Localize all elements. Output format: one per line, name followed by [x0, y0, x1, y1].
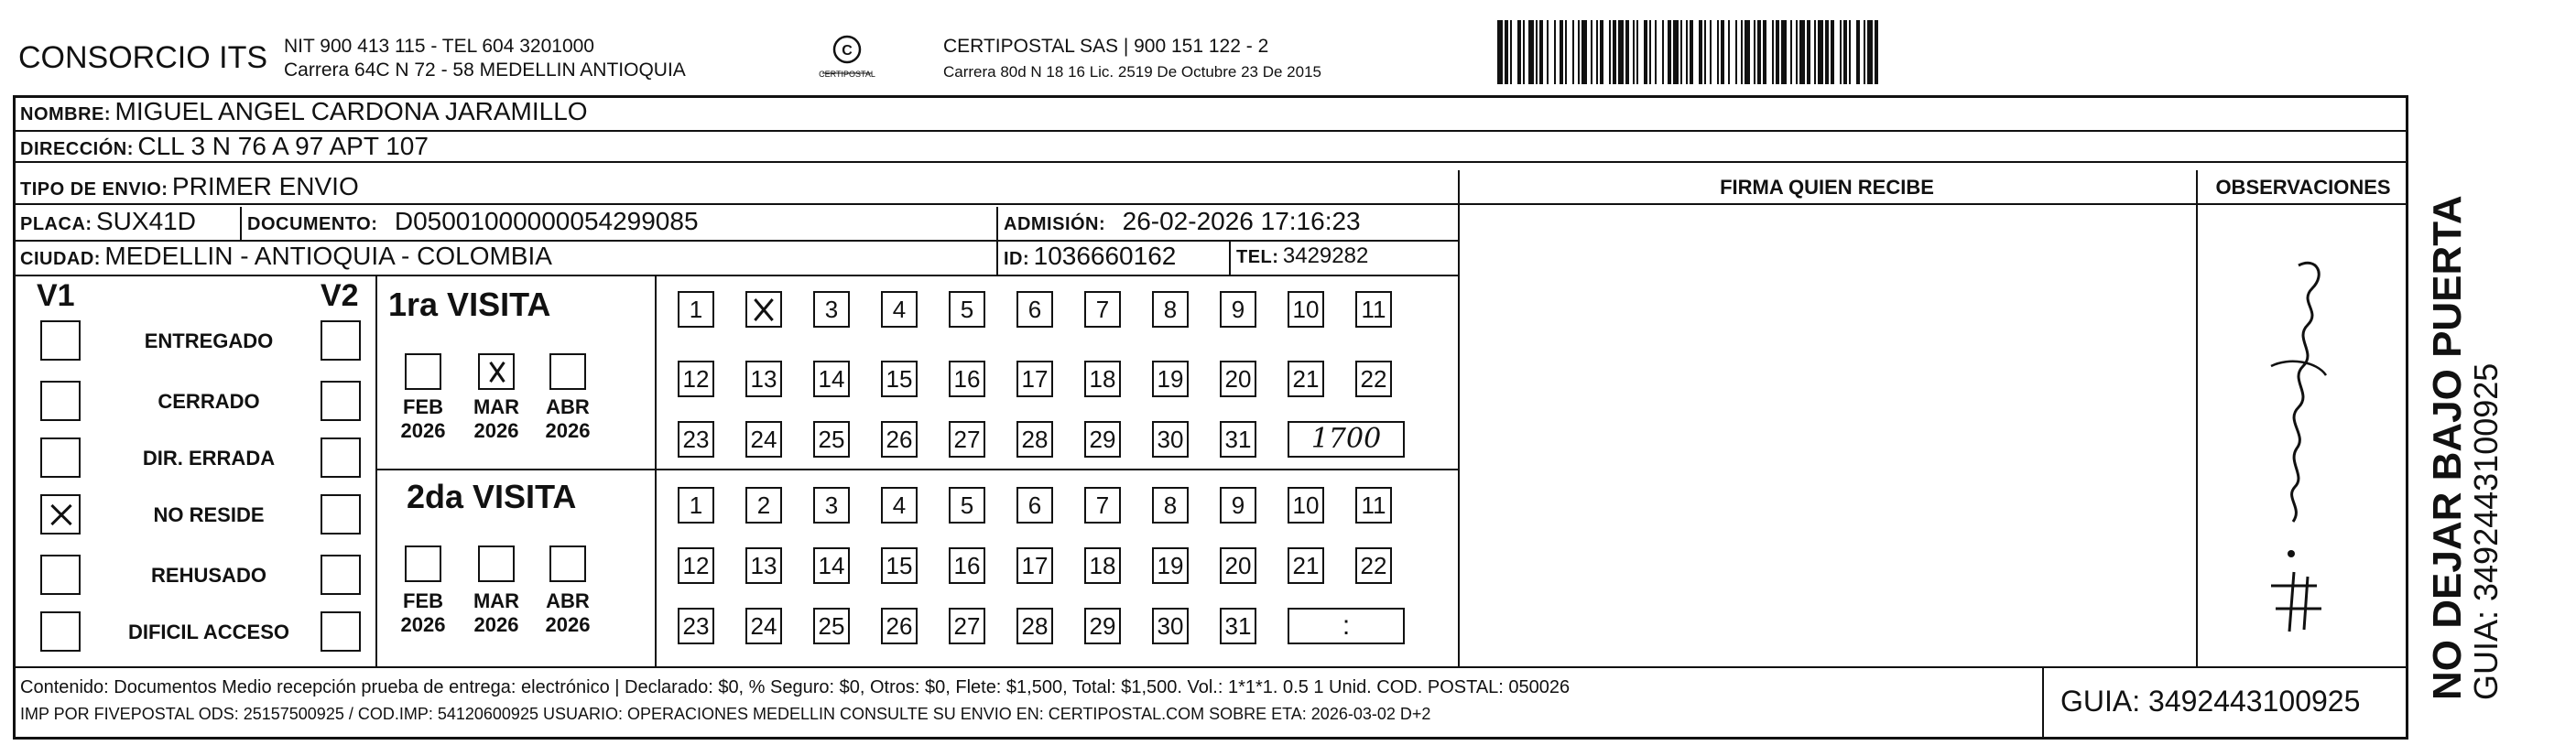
day-box: 15	[881, 547, 918, 584]
tel-label: TEL:	[1236, 247, 1279, 267]
day-box: 30	[1152, 421, 1189, 458]
time-box: 1700	[1288, 421, 1405, 458]
day-box: 20	[1220, 547, 1256, 584]
v2-checkbox	[321, 494, 361, 535]
day-box: 5	[949, 291, 985, 328]
status-label: DIR. ERRADA	[142, 447, 276, 470]
day-box: 8	[1152, 291, 1189, 328]
day-box: 9	[1220, 487, 1256, 524]
day-box: 27	[949, 608, 985, 644]
day-box: 4	[881, 487, 918, 524]
day-box: 20	[1220, 361, 1256, 397]
day-box: 31	[1220, 421, 1256, 458]
month-year: 2026	[400, 419, 446, 442]
admision-label: ADMISIÓN:	[1004, 214, 1106, 234]
month-name: MAR	[473, 395, 520, 418]
recipient-address-row	[20, 132, 429, 161]
status-label: CERRADO	[158, 390, 260, 413]
day-box: 14	[813, 547, 850, 584]
footer-content-line: Contenido: Documentos Medio recepción prueba de entrega: electrónico | Declarado: $0, % Seguro: $0, Otros: $0, Flete: $1,500, Total: $1,500. Vol.: 1*1*1. 0.5 1 Unid. COD. POSTAL: 050026	[20, 677, 1571, 697]
month-checkbox	[478, 545, 515, 582]
city-value: MEDELLIN - ANTIOQUIA - COLOMBIA	[104, 242, 552, 270]
day-box: 7	[1084, 291, 1121, 328]
id-value: 1036660162	[1033, 242, 1177, 270]
day-box: 26	[881, 421, 918, 458]
barcode-bar	[1878, 20, 1880, 84]
shipment-type-row	[20, 172, 359, 201]
month-year: 2026	[400, 613, 446, 636]
day-box: 28	[1016, 608, 1053, 644]
day-box: 17	[1016, 361, 1053, 397]
ciudad-label: CIUDAD:	[20, 249, 101, 269]
month-year: 2026	[545, 613, 591, 636]
month-name: FEB	[403, 395, 443, 418]
day-box: 11	[1355, 291, 1392, 328]
plate-value: SUX41D	[96, 207, 196, 235]
admission-datetime: 26-02-2026 17:16:23	[1122, 207, 1361, 235]
day-box: 22	[1355, 361, 1392, 397]
month-label	[469, 589, 524, 637]
v1-checkbox	[40, 494, 81, 535]
document-row	[247, 207, 699, 236]
month-name: ABR	[546, 395, 590, 418]
day-box: 8	[1152, 487, 1189, 524]
status-label: NO RESIDE	[153, 503, 265, 526]
document-value: D05001000000054299085	[394, 207, 699, 235]
visit1-title: 1ra VISITA	[388, 286, 551, 323]
day-box: 27	[949, 421, 985, 458]
company-nit-line: NIT 900 413 115 - TEL 604 3201000	[284, 36, 594, 57]
month-name: FEB	[403, 589, 443, 612]
day-box: 16	[949, 547, 985, 584]
day-box: 19	[1152, 547, 1189, 584]
status-label: REHUSADO	[151, 564, 266, 587]
id-label: ID:	[1004, 249, 1030, 269]
month-label	[540, 589, 595, 637]
direccion-label: DIRECCIÓN:	[20, 139, 134, 159]
month-checkbox	[405, 353, 441, 390]
month-label	[396, 589, 451, 637]
day-box: 29	[1084, 608, 1121, 644]
day-box: 4	[881, 291, 918, 328]
day-box: 6	[1016, 291, 1053, 328]
month-checkbox	[549, 545, 586, 582]
day-box: 31	[1220, 608, 1256, 644]
day-box: 11	[1355, 487, 1392, 524]
tipo-label: TIPO DE ENVIO:	[20, 179, 168, 200]
logo-caption: CERTIPOSTAL	[819, 70, 875, 79]
day-box: 22	[1355, 547, 1392, 584]
time-box: :	[1288, 608, 1405, 644]
day-box: 13	[745, 547, 782, 584]
courier-line: CERTIPOSTAL SAS | 900 151 122 - 2	[943, 36, 1269, 57]
month-year: 2026	[545, 419, 591, 442]
day-box: 7	[1084, 487, 1121, 524]
v2-checkbox	[321, 320, 361, 361]
month-label	[396, 395, 451, 443]
svg-text:C: C	[842, 43, 853, 59]
v2-label: V2	[321, 278, 359, 313]
day-box: 6	[1016, 487, 1053, 524]
day-box: 3	[813, 291, 850, 328]
firma-header: FIRMA QUIEN RECIBE	[1720, 176, 1934, 199]
day-box: 16	[949, 361, 985, 397]
month-label	[469, 395, 524, 443]
day-box: 2	[745, 487, 782, 524]
shipment-type: PRIMER ENVIO	[171, 172, 359, 200]
placa-label: PLACA:	[20, 214, 92, 234]
day-box: 18	[1084, 547, 1121, 584]
day-box: 23	[678, 421, 714, 458]
admission-row	[1004, 207, 1361, 236]
v1-checkbox	[40, 320, 81, 361]
day-box: 17	[1016, 547, 1053, 584]
barcode	[1497, 20, 2221, 84]
day-box: 29	[1084, 421, 1121, 458]
day-box: 18	[1084, 361, 1121, 397]
recipient-name-row	[20, 97, 588, 126]
handwritten-signature	[2234, 247, 2363, 641]
nombre-label: NOMBRE:	[20, 104, 112, 124]
day-box: 25	[813, 421, 850, 458]
plate-row	[20, 207, 196, 236]
footer-print-line: IMP POR FIVEPOSTAL ODS: 25157500925 / COD.IMP: 54120600925 USUARIO: OPERACIONES MEDELLIN CONSULTE SU ENVIO EN: CERTIPOSTAL.COM SOBRE ETA: 2026-03-02 D+2	[20, 705, 1431, 723]
month-year: 2026	[473, 419, 519, 442]
day-box: 12	[678, 547, 714, 584]
v2-checkbox	[321, 555, 361, 595]
month-checkbox	[405, 545, 441, 582]
day-box: 19	[1152, 361, 1189, 397]
day-box: 24	[745, 608, 782, 644]
month-label	[540, 395, 595, 443]
day-box: 23	[678, 608, 714, 644]
day-box: 10	[1288, 487, 1324, 524]
status-label: DIFICIL ACCESO	[127, 621, 289, 643]
v2-checkbox	[321, 611, 361, 652]
day-box: 14	[813, 361, 850, 397]
day-box: 28	[1016, 421, 1053, 458]
day-box: 21	[1288, 361, 1324, 397]
city-row	[20, 242, 552, 271]
day-box: 5	[949, 487, 985, 524]
company-address-line: Carrera 64C N 72 - 58 MEDELLIN ANTIOQUIA	[284, 59, 686, 81]
day-box: 10	[1288, 291, 1324, 328]
day-box: 9	[1220, 291, 1256, 328]
v1-checkbox	[40, 437, 81, 478]
month-checkbox	[549, 353, 586, 390]
v1-checkbox	[40, 381, 81, 421]
side-guia-number: GUIA: 3492443100925	[2467, 362, 2505, 700]
day-box: 21	[1288, 547, 1324, 584]
recipient-name: MIGUEL ANGEL CARDONA JARAMILLO	[114, 97, 588, 125]
month-name: ABR	[546, 589, 590, 612]
day-box: 26	[881, 608, 918, 644]
footer-guia-number: GUIA: 3492443100925	[2060, 685, 2361, 718]
month-name: MAR	[473, 589, 520, 612]
v1-checkbox	[40, 611, 81, 652]
day-box: 12	[678, 361, 714, 397]
day-box: 30	[1152, 608, 1189, 644]
month-checkbox	[478, 353, 515, 390]
id-row	[1004, 242, 1176, 271]
day-box: 1	[678, 487, 714, 524]
v1-checkbox	[40, 555, 81, 595]
day-box: 3	[813, 487, 850, 524]
day-box: 15	[881, 361, 918, 397]
v2-checkbox	[321, 381, 361, 421]
day-box: 25	[813, 608, 850, 644]
recipient-address: CLL 3 N 76 A 97 APT 107	[137, 132, 429, 160]
day-box: 1	[678, 291, 714, 328]
visit2-title: 2da VISITA	[407, 478, 577, 515]
no-dejar-bajo-puerta: NO DEJAR BAJO PUERTA	[2425, 195, 2470, 700]
certipostal-logo	[815, 33, 879, 84]
tel-value: 3429282	[1282, 243, 1369, 268]
company-name: CONSORCIO ITS	[18, 40, 268, 75]
v1-label: V1	[37, 278, 75, 313]
observaciones-header: OBSERVACIONES	[2215, 176, 2391, 199]
v2-checkbox	[321, 437, 361, 478]
tel-row	[1236, 243, 1368, 269]
day-box: 13	[745, 361, 782, 397]
status-label: ENTREGADO	[144, 329, 274, 352]
day-box: 24	[745, 421, 782, 458]
day-box	[745, 291, 782, 328]
month-year: 2026	[473, 613, 519, 636]
documento-label: DOCUMENTO:	[247, 214, 378, 234]
courier-license-line: Carrera 80d N 18 16 Lic. 2519 De Octubre 23 De 2015	[943, 63, 1321, 81]
